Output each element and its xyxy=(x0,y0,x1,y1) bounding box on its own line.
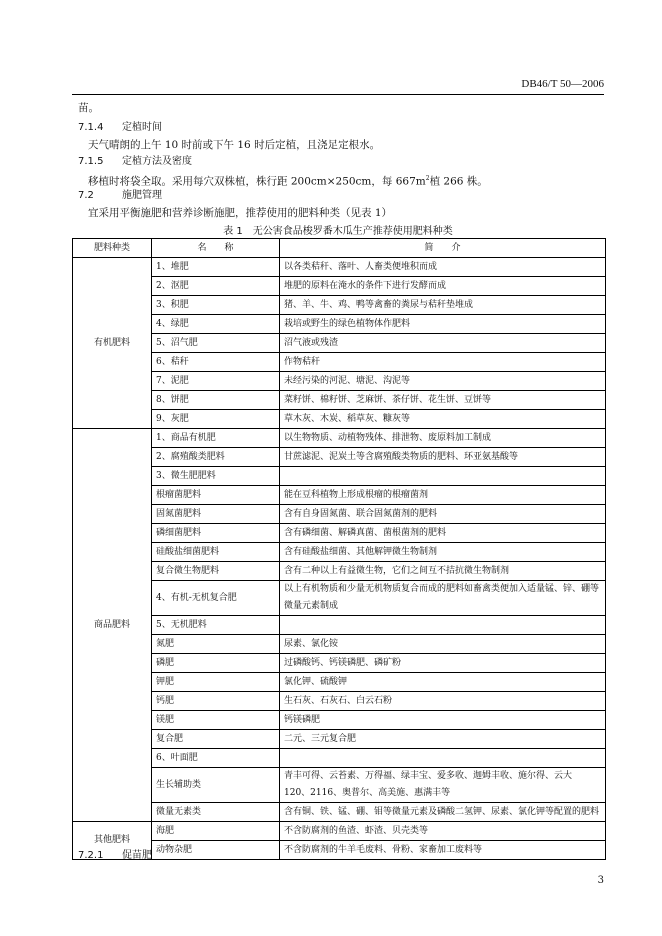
fertilizer-category: 商品肥料 xyxy=(73,429,152,822)
section-7-2-text: 宜采用平衡施肥和营养诊断施肥，推荐使用的肥料种类（见表 1） xyxy=(88,207,393,219)
table-row xyxy=(73,524,606,543)
fertilizer-category: 其他肥料 xyxy=(73,822,152,860)
fertilizer-description: 含有二种以上有益微生物，它们之间互不拮抗微生物制剂 xyxy=(280,562,606,581)
table-row xyxy=(73,581,606,616)
table-row xyxy=(73,467,606,486)
fertilizer-name: 海肥 xyxy=(152,822,280,841)
fertilizer-description: 含有铜、铁、锰、硼、钼等微量元素及磷酸二氢钾、尿素、氯化钾等配置的肥料 xyxy=(280,803,606,822)
section-7-1-5-heading xyxy=(78,155,192,169)
table-header-row xyxy=(73,239,606,258)
fertilizer-description: 以上有机物质和少量无机物质复合而成的肥料如畜禽类便加入适量锰、锌、硼等微量元素制成 xyxy=(280,581,606,616)
section-7-1-4-heading xyxy=(78,121,162,135)
table-row xyxy=(73,654,606,673)
table-row xyxy=(73,429,606,448)
fertilizer-name: 钙肥 xyxy=(152,692,280,711)
table-row xyxy=(73,673,606,692)
fertilizer-description xyxy=(280,616,606,635)
table-row xyxy=(73,258,606,277)
fertilizer-description: 栽培或野生的绿色植物体作肥料 xyxy=(280,315,606,334)
table-row xyxy=(73,353,606,372)
column-header: 名 称 xyxy=(152,239,280,258)
table-row xyxy=(73,277,606,296)
fertilizer-description: 青丰可得、云苔素、万得福、绿丰宝、爱多收、迦姆丰收、施尔得、云大 120、2116、奥普尔、高美施、惠满丰等 xyxy=(280,768,606,803)
fertilizer-description: 生石灰、石灰石、白云石粉 xyxy=(280,692,606,711)
fertilizer-description: 能在豆科植物上形成根瘤的根瘤菌剂 xyxy=(280,486,606,505)
column-header: 肥料种类 xyxy=(73,239,152,258)
section-title: 定植时间 xyxy=(122,122,162,133)
table-row xyxy=(73,448,606,467)
section-number: 7.1.5 xyxy=(78,156,104,167)
text-part: 植 266 株。 xyxy=(429,175,488,188)
fertilizer-name: 硅酸盐细菌肥料 xyxy=(152,543,280,562)
table-row xyxy=(73,562,606,581)
fertilizer-name: 9、灰肥 xyxy=(152,410,280,429)
table-row xyxy=(73,711,606,730)
fertilizer-name: 磷肥 xyxy=(152,654,280,673)
table-row xyxy=(73,334,606,353)
fertilizer-description: 沼气液或残渣 xyxy=(280,334,606,353)
fertilizer-name: 4、绿肥 xyxy=(152,315,280,334)
table-row xyxy=(73,768,606,803)
fertilizer-description xyxy=(280,749,606,768)
fertilizer-name: 固氮菌肥料 xyxy=(152,505,280,524)
fertilizer-description: 二元、三元复合肥 xyxy=(280,730,606,749)
fertilizer-description: 尿素、氯化铵 xyxy=(280,635,606,654)
fertilizer-description xyxy=(280,467,606,486)
fertilizer-description: 不含防腐剂的牛羊毛废料、骨粉、家畜加工废料等 xyxy=(280,841,606,860)
fertilizer-description: 以生物物质、动植物残体、排泄物、废原料加工制成 xyxy=(280,429,606,448)
fertilizer-name: 2、沤肥 xyxy=(152,277,280,296)
fertilizer-name: 氮肥 xyxy=(152,635,280,654)
fertilizer-name: 3、积肥 xyxy=(152,296,280,315)
fertilizer-name: 磷细菌肥料 xyxy=(152,524,280,543)
table-row xyxy=(73,635,606,654)
table-row xyxy=(73,505,606,524)
fertilizer-name: 动物杂肥 xyxy=(152,841,280,860)
fertilizer-name: 5、无机肥料 xyxy=(152,616,280,635)
table-row xyxy=(73,543,606,562)
fertilizer-description: 作物秸秆 xyxy=(280,353,606,372)
fertilizer-name: 根瘤菌肥料 xyxy=(152,486,280,505)
section-number: 7.2 xyxy=(78,190,94,201)
fertilizer-name: 7、泥肥 xyxy=(152,372,280,391)
table-row xyxy=(73,749,606,768)
column-header: 简 介 xyxy=(280,239,606,258)
section-7-2-1-heading xyxy=(78,846,152,861)
fertilizer-name: 生长辅助类 xyxy=(152,768,280,803)
fertilizer-name: 复合肥 xyxy=(152,730,280,749)
fertilizer-name: 钾肥 xyxy=(152,673,280,692)
fertilizer-description: 甘蔗滤泥、泥炭土等含腐殖酸类物质的肥料、环亚氨基酸等 xyxy=(280,448,606,467)
fertilizer-description: 钙镁磷肥 xyxy=(280,711,606,730)
fertilizer-name: 2、腐殖酸类肥料 xyxy=(152,448,280,467)
fertilizer-name: 1、堆肥 xyxy=(152,258,280,277)
section-number: 7.2.1 xyxy=(78,850,104,861)
fertilizer-description: 不含防腐剂的鱼渣、虾渣、贝壳类等 xyxy=(280,822,606,841)
section-7-2-heading xyxy=(78,189,162,203)
fertilizer-description: 猪、羊、牛、鸡、鸭等禽畜的粪尿与秸秆垫堆成 xyxy=(280,296,606,315)
table-row xyxy=(73,372,606,391)
fertilizer-category: 有机肥料 xyxy=(73,258,152,429)
section-7-1-4-text: 天气晴朗的上午 10 时前或下午 16 时后定植，且浇足定根水。 xyxy=(88,139,381,151)
table-row xyxy=(73,803,606,822)
table-row xyxy=(73,315,606,334)
fertilizer-name: 8、饼肥 xyxy=(152,391,280,410)
fertilizer-description: 菜籽饼、棉籽饼、芝麻饼、茶仔饼、花生饼、豆饼等 xyxy=(280,391,606,410)
fertilizer-name: 5、沼气肥 xyxy=(152,334,280,353)
fertilizer-name: 镁肥 xyxy=(152,711,280,730)
fertilizer-name: 1、商品有机肥 xyxy=(152,429,280,448)
header-rule xyxy=(72,94,604,95)
document-code: DB46/T 50—2006 xyxy=(521,78,604,90)
fertilizer-description: 未经污染的河泥、塘泥、沟泥等 xyxy=(280,372,606,391)
table-row xyxy=(73,692,606,711)
fertilizer-description: 含有硅酸盐细菌、其他解钾微生物制剂 xyxy=(280,543,606,562)
fertilizer-description: 含有磷细菌、解磷真菌、菌根菌剂的肥料 xyxy=(280,524,606,543)
table-row xyxy=(73,841,606,860)
section-title: 定植方法及密度 xyxy=(122,156,192,167)
table-row xyxy=(73,391,606,410)
fertilizer-name: 6、秸秆 xyxy=(152,353,280,372)
section-title: 施肥管理 xyxy=(122,190,162,201)
table-caption: 表 1 无公害食品梭罗番木瓜生产推荐使用肥料种类 xyxy=(223,226,453,237)
section-7-1-5-text xyxy=(88,172,488,189)
fertilizer-name: 微量无素类 xyxy=(152,803,280,822)
table-row xyxy=(73,730,606,749)
fertilizer-name: 3、微生肥肥料 xyxy=(152,467,280,486)
fertilizer-name: 6、叶面肥 xyxy=(152,749,280,768)
fertilizer-table xyxy=(72,238,606,860)
fertilizer-name: 4、有机-无机复合肥 xyxy=(152,581,280,616)
table-row xyxy=(73,410,606,429)
fertilizer-description: 过磷酸钙、钙镁磷肥、磷矿粉 xyxy=(280,654,606,673)
section-title: 促苗肥 xyxy=(122,850,152,861)
fertilizer-description: 以各类秸秆、落叶、人畜类便堆积而成 xyxy=(280,258,606,277)
table-row xyxy=(73,822,606,841)
fertilizer-name: 复合微生物肥料 xyxy=(152,562,280,581)
superscript: 2 xyxy=(425,175,430,182)
section-number: 7.1.4 xyxy=(78,122,104,133)
page-number: 3 xyxy=(597,875,604,886)
fertilizer-description: 堆肥的原料在淹水的条件下进行发酵而成 xyxy=(280,277,606,296)
fertilizer-description: 草木灰、木炭、稻草灰、糠灰等 xyxy=(280,410,606,429)
continued-text: 苗。 xyxy=(78,102,99,114)
fertilizer-description: 氯化钾、硫酸钾 xyxy=(280,673,606,692)
table-row xyxy=(73,486,606,505)
table-row xyxy=(73,296,606,315)
table-row xyxy=(73,616,606,635)
text-part: 移植时将袋全取。采用每穴双株植，株行距 200cm×250cm，每 667m xyxy=(88,175,426,188)
fertilizer-description: 含有自身固氮菌、联合固氮菌剂的肥料 xyxy=(280,505,606,524)
